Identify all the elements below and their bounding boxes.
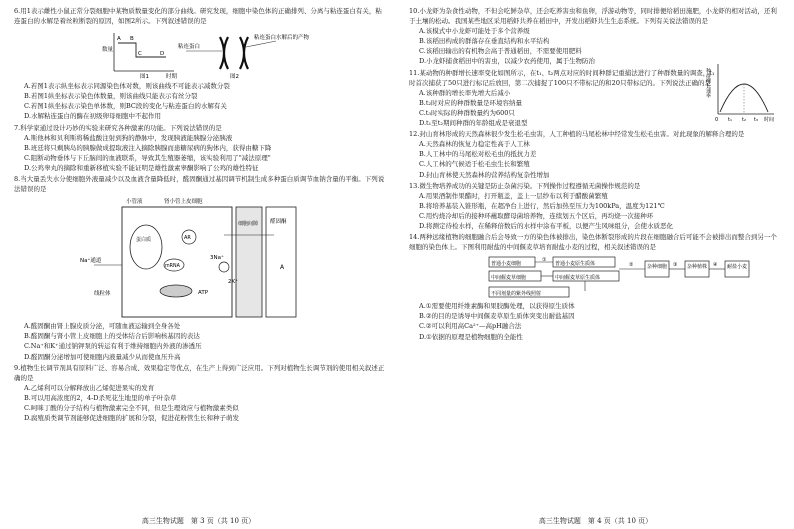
diagram-note: 不同剂量的紫外线照射 [491, 291, 542, 298]
q6-option-c: C.若图1纵坐标表示染色单体数，则BC段的变化与粘连蛋白的水解有关 [24, 102, 227, 111]
q12-option-b: B.人工林中的马尾松对松毛虫的抵抗力差 [419, 150, 537, 159]
cell-membrane [122, 207, 232, 317]
q10-option-a: A.该模式中小龙虾可能处于多个营养级 [419, 27, 530, 36]
q8-option-b: B.醛固酮与肾小管上皮细胞上的受体结合后影响核基因的表达 [24, 332, 200, 341]
question-9 [14, 363, 385, 424]
q9-option-c: C.呵咪丁酸的分子结构与植物激素完全不同，但是生理效应与植物激素类似 [24, 403, 239, 412]
question-7-stem: 7.科学家通过设计巧妙的实验来研究各种激素的功能。下列说法错误的是 [14, 123, 222, 132]
question-6-stem: 6.用1表示雌性小鼠正常分裂细胞中某物质数量变化的部分曲线。研究发现，细胞中染色体的正确排列、分离与粘连蛋白有关，粘连蛋白的水解是着丝粒断裂的原因，如图2所示。下列叙述错误的是 [14, 7, 382, 26]
graph-tick-t3: t₃ [754, 116, 758, 123]
q9-option-a: A.乙烯利可以分解释放出乙烯促进果实的发育 [24, 383, 155, 392]
label-k: 2K⁺ [228, 279, 239, 286]
diagram-hybrid: 杂种细胞 [647, 264, 668, 271]
label-mito: 线粒体 [94, 291, 111, 298]
fig2-label-a: 粘连蛋白 [178, 44, 201, 51]
q8-option-d: D.醛固酮分泌增加可使细胞内液量减少从而使血压升高 [24, 352, 181, 361]
q6-option-a: A.若图1表示纵坐标表示同源染色体对数，则该曲线不可能表示减数分裂 [24, 82, 230, 91]
fig2-pointer-b [246, 41, 276, 47]
question-7 [14, 123, 385, 173]
q11-option-b: B.t₂时对应的种群数量是环境容纳量 [419, 98, 523, 107]
question-12-stem: 12.封山育林形成的天然森林很少发生松毛虫害，人工种植的马尾松林中经常发生松毛虫害。对此现象的解释合理的是 [409, 130, 745, 139]
question-14-stem: 14.两种远缘植物的细胞融合后会导致一方的染色体被排出，染色体断裂形成的片段在细胞融合后可能不会被排出而整合到另一个细胞的染色体上。下图利用耐盐的中间偃麦草培育耐盐小麦的过程，相关叙述错误的是 [409, 233, 777, 252]
q14-option-d: D.①依据的原理是植物细胞的全能性 [419, 332, 523, 341]
q13-option-c: C.用灼烧冷却后的接种环蘸取酵母菌培养物，连续划五个区后，再均烧一次接种环 [419, 211, 654, 220]
q8-option-c: C.Na⁺和K⁺通过钠钾泵的转运有利于维持细胞内外液的渗透压 [24, 342, 202, 351]
na-k-pump [219, 262, 229, 272]
question-8-stem: 8.当大量丢失水分使细胞外液量减少以及血液含量降低时，醛固酮通过基因调节机制生成多种蛋白质调节血钠含量的平衡。下列说法错误的是 [14, 175, 385, 194]
mitochondrion [160, 285, 192, 297]
fig1-point-b: B [130, 36, 134, 43]
question-9-stem: 9.植物生长调节剂具有原料广泛、容易合成、效果稳定等优点，在生产上得到广泛应用。下列对植物生长调节剂的使用相关叙述正确的是 [14, 363, 385, 382]
q14-option-c: C.②可以利用高Ca²⁺—高pH融合法 [419, 322, 522, 331]
q12-option-c: C.人工林的气候适于松毛虫生长和繁殖 [419, 160, 530, 169]
fusion-flow-svg [409, 253, 779, 299]
question-6-figures [14, 27, 385, 79]
diagram-row2-b: 中间偃麦草原生质体 [555, 275, 601, 282]
label-na: Na⁺通道 [80, 258, 102, 265]
growth-rate-graph [706, 60, 778, 122]
nucleus [130, 225, 162, 269]
q7-option-d: D.公鸡睾丸的摘除和重新移植实验不能证明是雄性激素睾酮影响了公鸡的雄性特征 [24, 163, 259, 172]
q12-option-a: A.天然森林的恢复力稳定性高于人工林 [419, 140, 530, 149]
right-page [397, 0, 794, 529]
fig1-point-a: A [117, 36, 121, 43]
label-atp: ATP [198, 290, 209, 297]
diagram-row1-a: 普通小麦细胞 [491, 261, 522, 268]
q13-option-d: D.将测定待检水样，在稀释倍数后的水样中涂布平板，以便产生风味组分，会使水质恶化 [419, 221, 674, 230]
question-12 [409, 129, 782, 179]
label-ar: AR [184, 235, 191, 242]
q7-option-a: A.斯他林和贝利斯将稀盐酸注射到狗的静脉中，发现胰液能胰腺分泌胰液 [24, 133, 233, 142]
question-13-stem: 13.微生物培养成功的关键是防止杂菌污染。下列操作过程遵循无菌操作规范的是 [409, 181, 641, 190]
aldosterone-diagram [14, 195, 384, 319]
diagram-step4: ④ [713, 262, 718, 269]
question-10 [409, 6, 782, 67]
graph-xlabel: 时间 [764, 116, 775, 123]
question-10-stem: 10.小龙虾为杂食性动物，不但会吃鲜杂草，还会吃养害虫和鱼卵，浮游动物等，同时排便给稻田施肥，小龙虾的相对活动，还利于土壤的松动。我国某些地区采用稻虾共养在稻田中，开发出稻虾共生生态系统。下列有关说法错误的是 [409, 7, 777, 26]
label-a: A [280, 264, 285, 272]
label-aldo: 醛固酮 [270, 219, 287, 226]
question-11 [409, 68, 782, 129]
diagram-step1: ① [542, 257, 547, 264]
graph-tick-t2: t₂ [742, 116, 746, 123]
q10-option-d: D.小龙虾捕食稻田中的害虫，以减少农药使用，属于生物防治 [419, 57, 596, 66]
question-8-figure [14, 195, 385, 319]
q13-option-b: B.将培养基装入锥形瓶，在超净台上进行，然后加热至压力为100kPa，温度为121℃ [419, 201, 665, 210]
q14-option-a: A.①需要使用纤维素酶和果胶酶处理，以获得原生质体 [419, 302, 575, 311]
q8-option-a: A.醛固酮由肾上腺皮质分泌，可随血液运输到全身各处 [24, 322, 181, 331]
diagram-row2-a: 中间偃麦草细胞 [491, 275, 527, 282]
diagram-step2: ② [629, 262, 634, 269]
graph-tick-t1: t₁ [728, 116, 732, 123]
graph-ylabel: 种群增长速率 [705, 67, 711, 98]
fig1-fig2-svg [14, 27, 384, 79]
q6-option-d: D.水解粘连蛋白的酶在初级卵母细胞中不起作用 [24, 112, 162, 121]
fig2-chromosome-2 [240, 37, 248, 69]
q9-option-d: D.腐殖质类调节剂能够促进细胞的扩展和分裂，促进花粉管生长和种子萌发 [24, 414, 240, 423]
question-14-diagram [409, 253, 782, 299]
fig2-caption: 图2 [230, 74, 239, 81]
diagram-result: 耐盐小麦 [727, 264, 748, 271]
q6-option-b: B.若图1纵坐标表示染色体数量，则该曲线只能表示有丝分裂 [24, 92, 198, 101]
right-page-footer: 高三生物试题 第 4 页（共 10 页） [538, 516, 653, 525]
q11-option-a: A.该种群的增长率先增大后减小 [419, 88, 511, 97]
q10-option-c: C.该稻田输出的有机物会高于普通稻田，不需要使用肥料 [419, 47, 582, 56]
label-tubule: 小管液 [126, 199, 143, 206]
question-6 [14, 6, 385, 122]
q11-option-c: C.t₃时实际的种群数量约为600只 [419, 108, 515, 117]
diagram-plant: 杂种植株 [687, 264, 708, 271]
q9-option-b: B.可以用高浓度的2，4-D杀死花生地里的单子叶杂草 [24, 393, 177, 402]
label-fluid: 细胞间隙 [238, 221, 259, 228]
q11-option-d: D.t₁至t₂期间种群的年龄组成是衰退型 [419, 119, 528, 128]
fig1-xlabel: 时期 [166, 74, 178, 81]
question-8 [14, 174, 385, 362]
fig2-chromosome-1 [220, 37, 228, 69]
fig1-point-c: C [138, 51, 142, 58]
q13-option-a: A.用果酒制作果醋时，打开瓶盖，盖上一层纱布以利于醋酸菌繁殖 [419, 191, 608, 200]
fig2-label-b: 粘连蛋白水解后的产物 [254, 35, 310, 42]
fig1-caption: 图1 [140, 74, 149, 81]
label-protein: 蛋白质 [136, 237, 152, 244]
q12-option-d: D.封山育林使天然森林的营养结构复杂性增加 [419, 170, 550, 179]
question-13 [409, 181, 782, 231]
label-mrna: mRNA [165, 264, 180, 270]
q14-option-b: B.②的目的是诱导中间偃麦草原生质体突变出耐盐基因 [419, 312, 575, 321]
q7-option-c: C.阻断动物垂体与下丘脑间的血液联系，导致其生殖器萎缩，该实验利用了"减法原理" [24, 153, 271, 162]
diagram-step3: ③ [673, 262, 678, 269]
label-cell: 肾小管上皮细胞 [164, 199, 203, 206]
q7-option-b: B.班廷将只剩胰岛的胰腺做成提取液注入摘除胰腺而患糖尿病的狗体内，获得由糖下降 [24, 143, 272, 152]
q10-option-b: B.该稻田构成的群落存在垂直结构和水平结构 [419, 37, 550, 46]
diagram-row1-b: 普通小麦原生质体 [555, 261, 596, 268]
graph-origin: 0 [715, 116, 719, 123]
question-11-stem: 11.某动物的种群增长速率变化如图所示，在t₁、t₂两点对应的时间种群记重捕法进行了种群数量的调查，t₁时首次捕获了50只进行标记后放回，第二次捕捉了100只不带标记的和20只带标记的。下列说法正确的是 [409, 68, 715, 87]
question-14 [409, 232, 782, 342]
fig1-point-d: D [160, 51, 165, 58]
left-page-footer: 高三生物试题 第 3 页（共 10 页） [141, 516, 256, 525]
label-na3: 3Na⁺ [210, 255, 224, 262]
fig1-curve [118, 43, 166, 57]
fig1-ylabel: 数量 [102, 47, 114, 54]
